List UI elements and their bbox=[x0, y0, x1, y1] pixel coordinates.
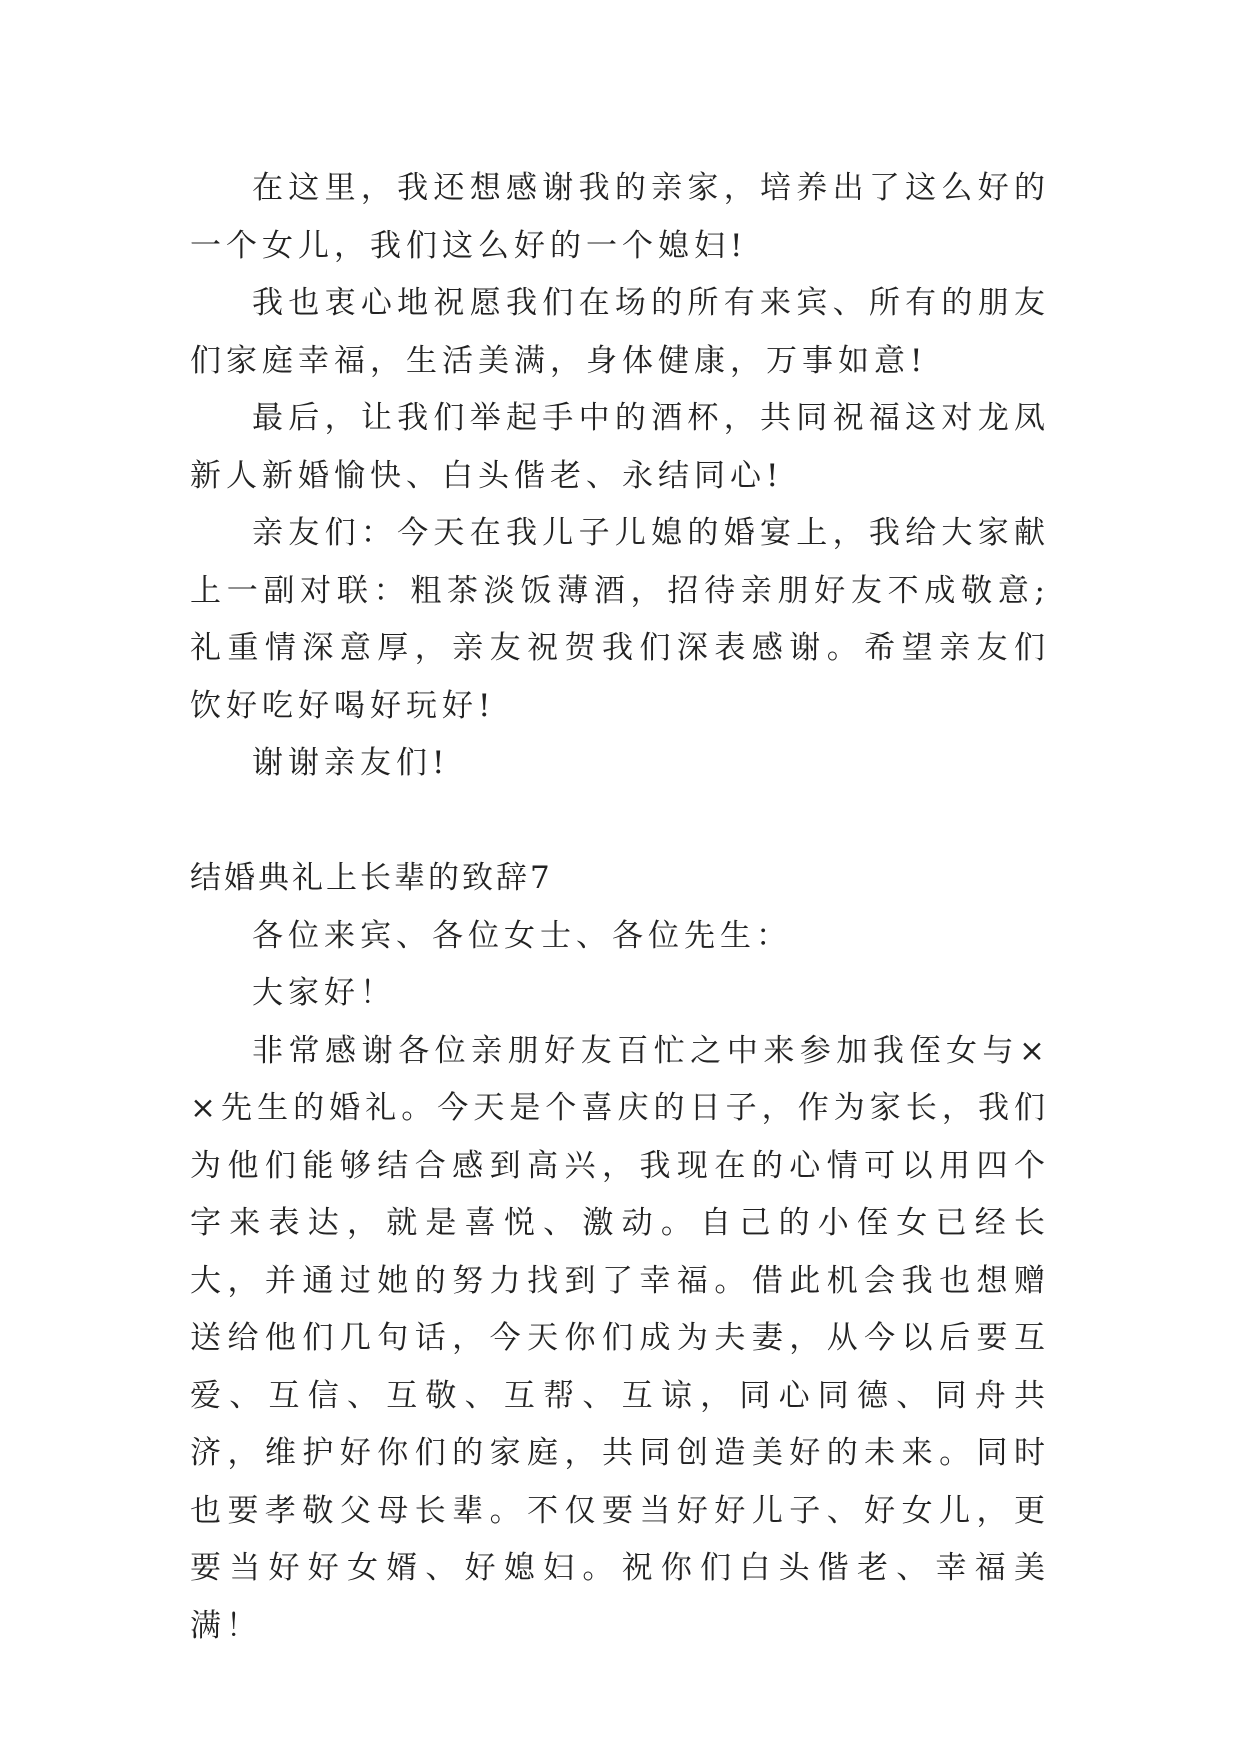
paragraph-couplet: 亲友们：今天在我儿子儿媳的婚宴上，我给大家献上一副对联：粗茶淡饭薄酒，招待亲朋好友不成敬意;礼重情深意厚，亲友祝贺我们深表感谢。希望亲友们饮好吃好喝好玩好! bbox=[190, 515, 1050, 724]
paragraph-wishes-guests: 我也衷心地祝愿我们在场的所有来宾、所有的朋友们家庭幸福，生活美满，身体健康，万事如意! bbox=[190, 285, 1050, 379]
section-spacer bbox=[190, 793, 1050, 851]
paragraph-toast: 最后，让我们举起手中的酒杯，共同祝福这对龙凤新人新婚愉快、白头偕老、永结同心! bbox=[190, 400, 1050, 494]
section-heading: 结婚典礼上长辈的致辞7 bbox=[190, 860, 553, 896]
paragraph-closing-thanks: 谢谢亲友们! bbox=[252, 745, 450, 781]
paragraph-thanks-in-laws: 在这里，我还想感谢我的亲家，培养出了这么好的一个女儿，我们这么好的一个媳妇! bbox=[190, 170, 1050, 264]
paragraph-main-speech: 非常感谢各位亲朋好友百忙之中来参加我侄女与××先生的婚礼。今天是个喜庆的日子，作为家长，我们为他们能够结合感到高兴，我现在的心情可以用四个字来表达，就是喜悦、激动。自己的小侄女已经长大，并通过她的努力找到了幸福。借此机会我也想赠送给他们几句话，今天你们成为夫妻，从今以后要互爱、互信、互敬、互帮、互谅，同心同德、同舟共济，维护好你们的家庭，共同创造美好的未来。同时也要孝敬父母长辈。不仅要当好好儿子、好女儿，更要当好好女婿、好媳妇。祝你们白头偕老、幸福美满！ bbox=[190, 1032, 1050, 1644]
document-body bbox=[190, 160, 1050, 1655]
paragraph-greeting: 大家好！ bbox=[252, 975, 396, 1011]
paragraph-salutation: 各位来宾、各位女士、各位先生： bbox=[252, 917, 792, 954]
